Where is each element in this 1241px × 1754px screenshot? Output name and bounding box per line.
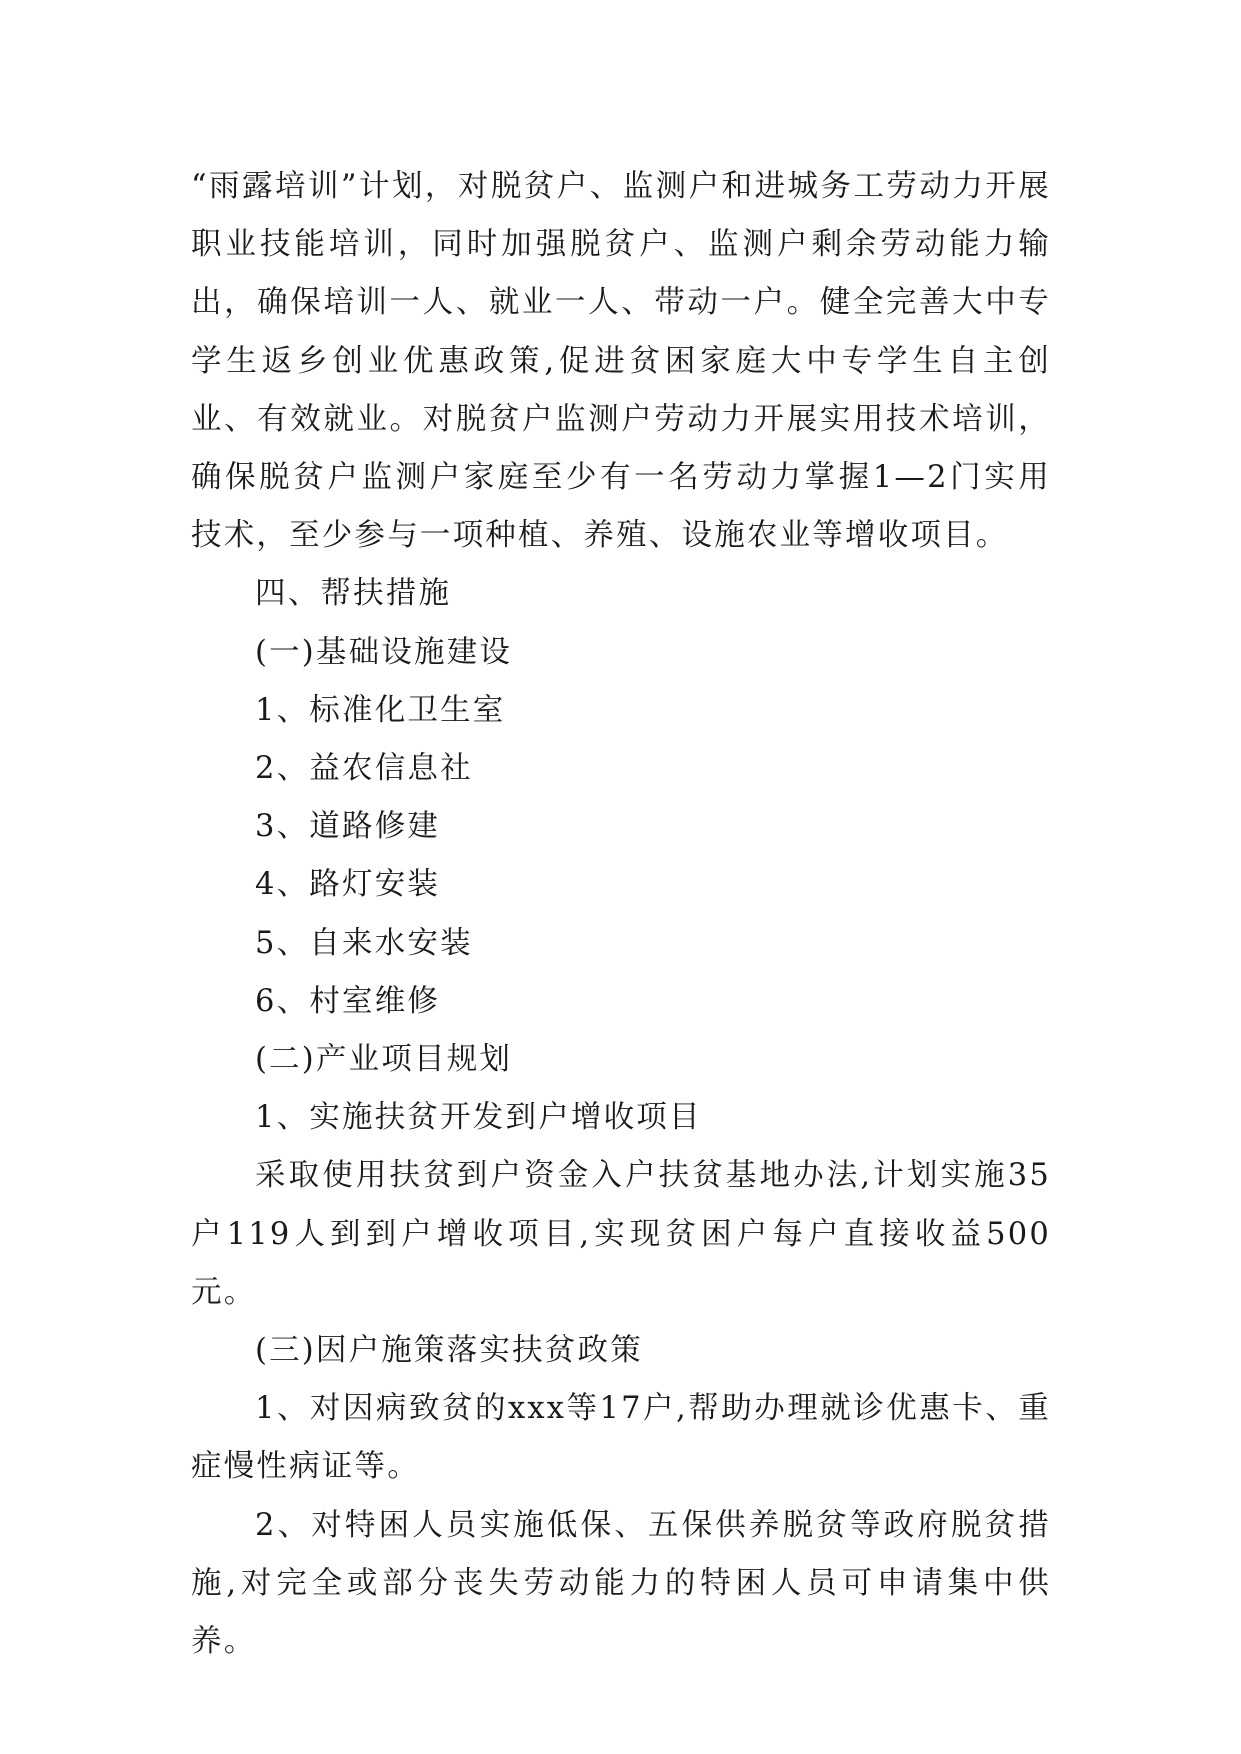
list-item-household-projects: 1、实施扶贫开发到户增收项目 [255, 1100, 702, 1136]
document-body [191, 158, 1051, 1671]
paragraph-training-plan: “雨露培训”计划，对脱贫户、监测户和进城务工劳动力开展职业技能培训，同时加强脱贫户、监测户剩余劳动能力输出，确保培训一人、就业一人、带动一户。健全完善大中专学生返乡创业优惠政策,促进贫困家庭大中专学生自主创业、有效就业。对脱贫户监测户劳动力开展实用技术培训，确保脱贫户监测户家庭至少有一名劳动力掌握1—2门实用技术，至少参与一项种植、养殖、设施农业等增收项目。 [191, 169, 1051, 554]
list-item-village-office: 6、村室维修 [255, 983, 441, 1019]
list-item-info-service: 2、益农信息社 [255, 751, 473, 787]
list-item-streetlights: 4、路灯安装 [255, 867, 441, 903]
subheading-household-policy: (三)因户施策落实扶贫政策 [255, 1333, 643, 1369]
paragraph-illness-support: 1、对因病致贫的xxx等17户,帮助办理就诊优惠卡、重症慢性病证等。 [191, 1391, 1051, 1485]
paragraph-special-hardship: 2、对特困人员实施低保、五保供养脱贫等政府脱贫措施,对完全或部分丧失劳动能力的特困人员可申请集中供养。 [191, 1507, 1051, 1660]
list-item-water: 5、自来水安装 [255, 925, 473, 961]
list-item-road: 3、道路修建 [255, 809, 441, 845]
list-item-clinic: 1、标准化卫生室 [255, 692, 506, 728]
subheading-industry-projects: (二)产业项目规划 [255, 1042, 513, 1078]
paragraph-funding-method: 采取使用扶贫到户资金入户扶贫基地办法,计划实施35户119人到到户增收项目,实现贫困户每户直接收益500元。 [191, 1158, 1051, 1310]
heading-assistance-measures: 四、帮扶措施 [255, 576, 452, 612]
subheading-infrastructure: (一)基础设施建设 [255, 634, 513, 670]
